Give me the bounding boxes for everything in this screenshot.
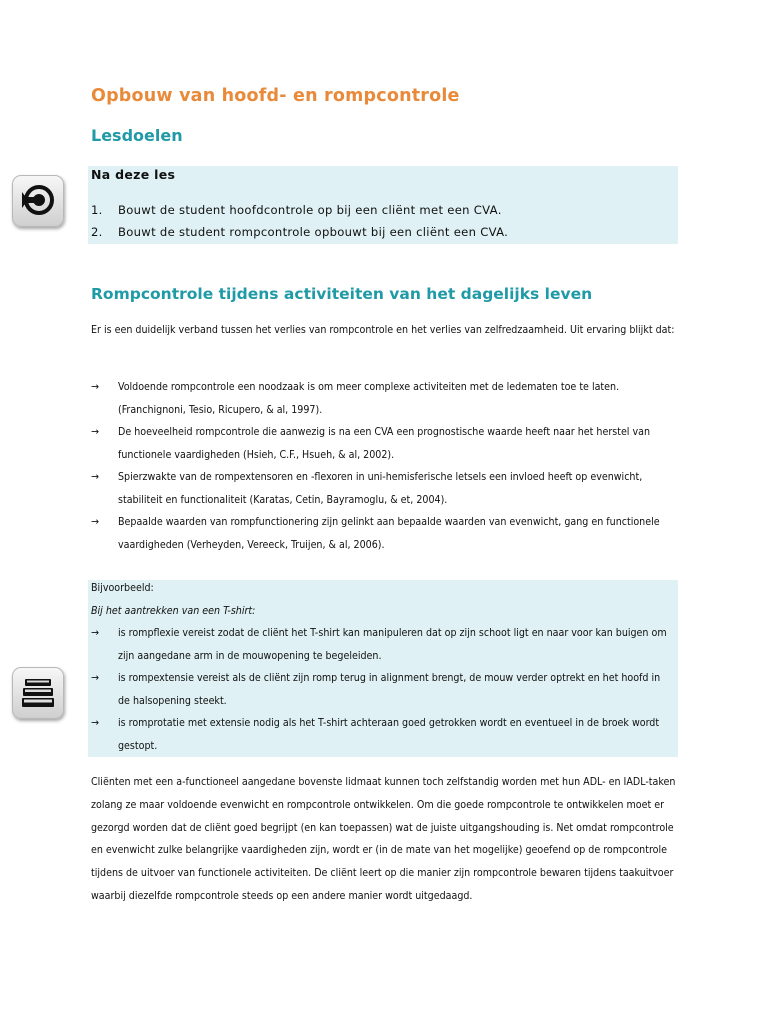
arrow-icon: → (91, 672, 99, 684)
arrow-icon: → (91, 516, 99, 528)
section-heading: Rompcontrole tijdens activiteiten van het dagelijks leven (91, 285, 593, 303)
example-subtitle: Bij het aantrekken van een T-shirt: (91, 604, 256, 617)
list-item: → Bepaalde waarden van rompfunctionering zijn gelinkt aan bepaalde waarden van evenwicht, gang en functionele vaardigheden (Verheyden, Vereeck, Truijen, & al, 2006). (91, 511, 686, 556)
lesdoelen-heading: Lesdoelen (91, 126, 183, 145)
list-item: → is romprotatie met extensie nodig als het T-shirt achteraan goed getrokken wordt en eventueel in de broek wordt gestopt. (91, 712, 671, 757)
list-item: → Spierzwakte van de rompextensoren en -flexoren in uni-hemisferische letsels een invloed heeft op evenwicht, stabiliteit en functionaliteit (Karatas, Cetin, Bayramoglu, & et, 2004). (91, 466, 686, 511)
arrow-icon: → (91, 717, 99, 729)
list-item: → De hoeveelheid rompcontrole die aanwezig is na een CVA een prognostische waarde heeft naar het herstel van functionele vaardigheden (Hsieh, C.F., Hsueh, & al, 2002). (91, 421, 686, 466)
arrow-icon: → (91, 627, 99, 639)
target-arrow-icon (12, 175, 64, 227)
list-item: 1. Bouwt de student hoofdcontrole op bij een cliënt met een CVA. (91, 203, 502, 217)
lesdoelen-list (91, 199, 508, 243)
arrow-icon: → (91, 426, 99, 438)
page-title: Opbouw van hoofd- en rompcontrole (91, 86, 460, 106)
lesdoelen-box (88, 166, 678, 244)
list-item: → is rompextensie vereist als de cliënt zijn romp terug in alignment brengt, de mouw verder optrekt en het hoofd in de halsopening steekt. (91, 667, 671, 712)
example-box (88, 580, 678, 757)
section-intro: Er is een duidelijk verband tussen het verlies van rompcontrole en het verlies van zelfredzaamheid. Uit ervaring blijkt dat: (91, 324, 675, 336)
books-icon (12, 667, 64, 719)
list-item: → is rompflexie vereist zodat de cliënt het T-shirt kan manipuleren dat op zijn schoot ligt en naar voor kan buigen om zijn aangedane arm in de mouwopening te begeleiden. (91, 622, 671, 667)
evidence-list (91, 376, 686, 556)
lesdoelen-intro: Na deze les (91, 167, 176, 182)
example-label: Bijvoorbeeld: (91, 582, 154, 594)
list-item: → Voldoende rompcontrole een noodzaak is om meer complexe activiteiten met de ledematen toe te laten. (Franchignoni, Tesio, Ricupero, & al, 1997). (91, 376, 686, 421)
closing-paragraph: Cliënten met een a-functioneel aangedane bovenste lidmaat kunnen toch zelfstandig worden met hun ADL- en IADL-taken zolang ze maar voldoende evenwicht en rompcontrole ontwikkelen. Om die goede rompcontrole te ontwikkelen moet er gezorgd worden dat de cliënt goed begrijpt (en kan toepassen) wat de juiste uitgangshouding is. Net omdat rompcontrole en evenwicht zulke belangrijke vaardigheden zijn, wordt er (in de mate van het mogelijke) geoefend op de rompcontrole tijdens de uitvoer van functionele activiteiten. De cliënt leert op die manier zijn rompcontrole bewaren tijdens taakuitvoer waarbij diezelfde rompcontrole steeds op een andere manier wordt uitgedaagd. (91, 776, 676, 902)
arrow-icon: → (91, 471, 99, 483)
list-item: 2. Bouwt de student rompcontrole opbouwt bij een cliënt een CVA. (91, 225, 509, 239)
arrow-icon: → (91, 381, 99, 393)
